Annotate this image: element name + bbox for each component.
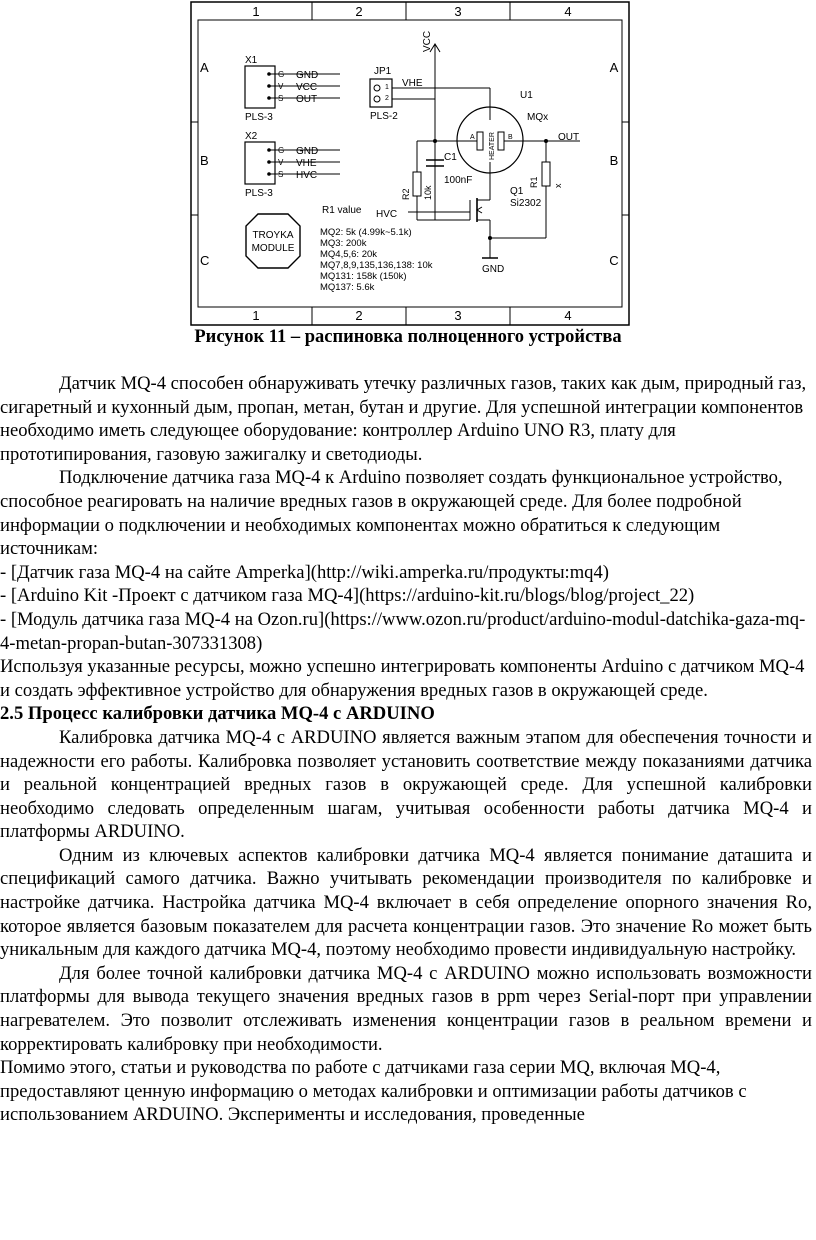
- u1-pin-a: A: [470, 134, 475, 141]
- r1-table-row: MQ137: 5.6k: [320, 282, 375, 293]
- paragraph-datasheet: Одним из ключевых аспектов калибровки датчика MQ-4 является понимание даташита и спецификаций самого датчика. Важно учитывать рекомендации производителя по калибровке и настройке датчика. Настройка датчика MQ-4 включает в себя определение опорного значения Ro, которое является базовым показателем для расчета концентрации газов. Это значение Ro может быть уникальным для каждого датчика MQ-4, поэтому необходимо провести индивидуальную настройку.: [0, 844, 812, 961]
- q1-type: Si2302: [510, 198, 542, 209]
- vcc-label: VCC: [422, 30, 433, 52]
- gnd-junction: [488, 236, 492, 240]
- x1-pin-g: G: [278, 70, 285, 79]
- source-link-amperka[interactable]: - [Датчик газа MQ-4 на сайте Amperka](http://wiki.amperka.ru/продукты:mq4): [0, 561, 609, 583]
- jp1-type: PLS-2: [370, 111, 398, 122]
- r1-table-row: MQ2: 5k (4.99k~5.1k): [320, 227, 412, 238]
- col-label-2: 2: [355, 4, 363, 19]
- paragraph-calibration: Калибровка датчика MQ-4 с ARDUINO является важным этапом для обеспечения точности и надежности его работы. Калибровка позволяет установить соответствие между показаниями датчика и реальной концентрацией вредных газов в окружающей среде. Для успешной калибровки необходимо следовать определенным шагам, учитывая особенности работы датчика MQ-4 и платформы ARDUINO.: [0, 726, 812, 843]
- r1-ref: R1: [529, 176, 539, 188]
- row-label-b-right: B: [609, 153, 619, 168]
- x2-type: PLS-3: [245, 188, 273, 199]
- jp1-ref: JP1: [374, 66, 392, 77]
- col-label-3-bottom: 3: [454, 308, 462, 323]
- u1-ref: U1: [520, 90, 533, 101]
- hvc-label: HVC: [376, 209, 398, 220]
- row-label-a-right: A: [609, 60, 619, 75]
- paragraph-intro: Датчик MQ-4 способен обнаруживать утечку различных газов, таких как дым, природный газ, сигаретный и кухонный дым, пропан, метан, бутан и другие. Для успешной интеграции компонентов необходимо иметь следующее оборудование: контроллер Arduino UNO R3, плату для прототипирования, газовую зажигалку и светодиоды.: [0, 373, 807, 465]
- connector-x2: [245, 131, 340, 199]
- u1-heater-label: HEATER: [489, 132, 496, 160]
- row-label-b-left: B: [200, 153, 209, 168]
- jumper-jp1: [370, 66, 435, 122]
- out-junction: [544, 139, 548, 143]
- u1-pin-b: B: [508, 134, 513, 141]
- x2-net-gnd: GND: [296, 146, 319, 157]
- col-label-4-bottom: 4: [564, 308, 572, 323]
- c1-junction: [433, 139, 437, 143]
- x2-pin-v: V: [278, 158, 284, 167]
- r1-table-row: MQ131: 158k (150k): [320, 271, 407, 282]
- col-label-1-bottom: 1: [252, 308, 260, 323]
- troyka-line-1: TROYKA: [252, 230, 294, 241]
- troyka-line-2: MODULE: [251, 243, 295, 254]
- jp1-pin-2: 2: [385, 95, 389, 102]
- figure-caption: Рисунок 11 – распиновка полноценного устройства: [194, 327, 622, 347]
- r2-value: 10k: [423, 185, 433, 200]
- source-link-ozon[interactable]: - [Модуль датчика газа MQ-4 на Ozon.ru](https://www.ozon.ru/product/arduino-modul-datchika-gaza-mq-4-metan-propan-butan-307331308): [0, 608, 806, 654]
- x1-type: PLS-3: [245, 112, 273, 123]
- resistor-r1: [520, 141, 580, 238]
- c1-ref: C1: [444, 152, 457, 163]
- r1-table-row: MQ4,5,6: 20k: [320, 249, 378, 260]
- paragraph-connection: Подключение датчика газа MQ-4 к Arduino позволяет создать функциональное устройство, способное реагировать на наличие вредных газов в окружающей среде. Для более подробной информации о подключении и необходимых компонентах можно обратиться к следующим источникам:: [0, 467, 783, 560]
- section-heading: 2.5 Процесс калибровки датчика MQ-4 с ARDUINO: [0, 703, 435, 725]
- x1-ref: X1: [245, 55, 258, 66]
- u1-type: MQx: [527, 112, 549, 123]
- x1-pin-v: V: [278, 82, 284, 91]
- col-label-2-bottom: 2: [355, 308, 363, 323]
- paragraph-summary: Используя указанные ресурсы, можно успешно интегрировать компоненты Arduino с датчиком MQ-4 и создать эффективное устройство для обнаружения вредных газов в окружающей среде.: [0, 656, 805, 701]
- jp1-net-vhe: VHE: [402, 78, 423, 89]
- col-label-1: 1: [252, 4, 260, 19]
- col-label-3: 3: [454, 4, 462, 19]
- schematic-figure: [190, 0, 630, 326]
- out-label: OUT: [558, 132, 580, 143]
- jp1-pin-1: 1: [385, 84, 389, 91]
- q1-ref: Q1: [510, 186, 524, 197]
- row-label-a-left: A: [200, 60, 209, 75]
- gnd-label: GND: [482, 264, 505, 275]
- r1-value: x: [553, 183, 563, 188]
- troyka-module-logo: [246, 214, 300, 268]
- document-body: [0, 372, 812, 1127]
- col-label-4: 4: [564, 4, 572, 19]
- row-label-c-left: C: [200, 253, 210, 268]
- paragraph-articles: Помимо этого, статьи и руководства по работе с датчиками газа серии MQ, включая MQ-4, предоставляют ценную информацию о методах калибровки и оптимизации работы датчиков с использованием ARDUINO. Эксперименты и исследования, проведенные: [0, 1057, 747, 1126]
- x2-pin-s: S: [278, 170, 284, 179]
- r2-ref: R2: [401, 188, 411, 200]
- connector-x1: [245, 55, 340, 123]
- x2-net-hvc: HVC: [296, 170, 318, 181]
- x1-pin-s: S: [278, 94, 284, 103]
- x1-net-vcc: VCC: [296, 82, 318, 93]
- r1-table-row: MQ7,8,9,135,136,138: 10k: [320, 260, 433, 271]
- row-label-c-right: C: [609, 253, 619, 268]
- x1-net-gnd: GND: [296, 70, 319, 81]
- r1-table-row: MQ3: 200k: [320, 238, 367, 249]
- x2-net-vhe: VHE: [296, 158, 317, 169]
- x2-pin-g: G: [278, 146, 285, 155]
- source-link-arduino-kit[interactable]: - [Arduino Kit -Проект с датчиком газа MQ-4](https://arduino-kit.ru/blogs/blog/project_22): [0, 585, 695, 607]
- x1-net-out: OUT: [296, 94, 318, 105]
- paragraph-serial: Для более точной калибровки датчика MQ-4 с ARDUINO можно использовать возможности платформы для вывода текущего значения вредных газов в ppm через Serial-порт при управлении нагревателем. Это позволит отслеживать изменения концентрации газов в реальном времени и корректировать калибровку при необходимости.: [0, 962, 812, 1055]
- r1-table-title: R1 value: [322, 205, 362, 216]
- x2-ref: X2: [245, 131, 258, 142]
- c1-value: 100nF: [444, 175, 473, 186]
